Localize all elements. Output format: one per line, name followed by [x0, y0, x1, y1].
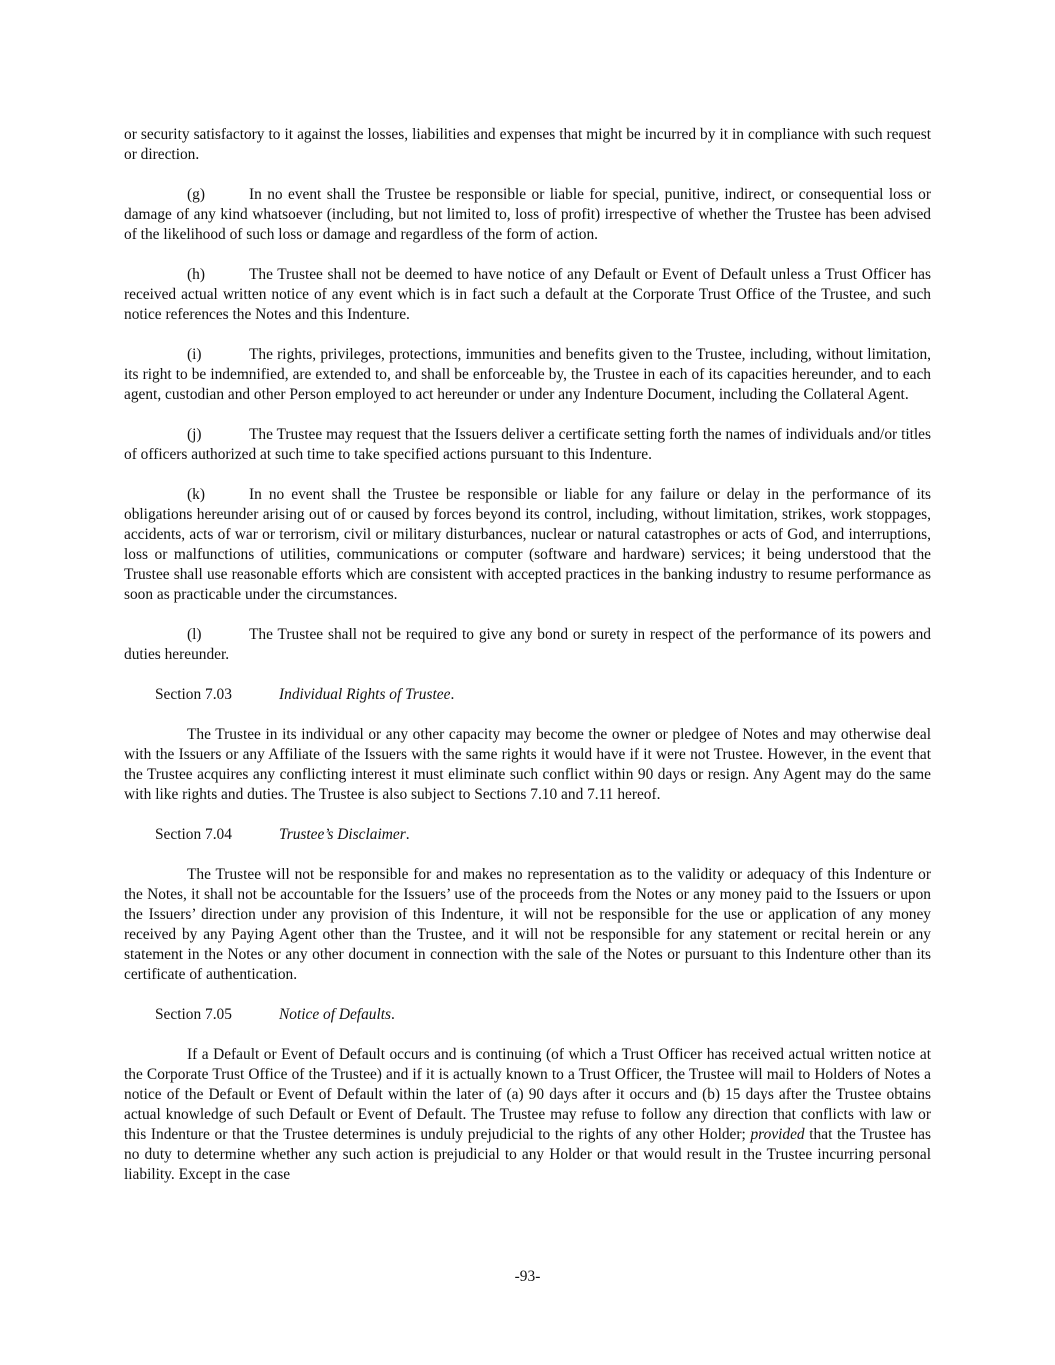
clause-label: (g) — [187, 186, 205, 203]
clause-text: The Trustee shall not be deemed to have notice of any Default or Event of Default unless a Trust Officer has received actual written notice of any event which is in fact such a default at the Corporate Trust Office of the Trustee, and such notice references the Notes and this Indenture. — [124, 266, 931, 323]
clause-h — [124, 265, 931, 325]
document-page — [124, 125, 931, 1205]
section-7-03-heading: Section 7.03 Individual Rights of Trustee. — [155, 686, 455, 703]
page-number: -93- — [514, 1268, 541, 1285]
section-7-04-heading: Section 7.04 Trustee’s Disclaimer. — [155, 826, 410, 843]
clause-text: In no event shall the Trustee be responsible or liable for any failure or delay in the performance of its obligations hereunder arising out of or caused by forces beyond its control, including, without limitation, strikes, work stoppages, accidents, acts of war or terrorism, civil or military disturbances, nuclear or natural catastrophes or acts of God, and interruptions, loss or malfunctions of utilities, communications or computer (software and hardware) services; it being understood that the Trustee shall use reasonable efforts which are consistent with accepted practices in the banking industry to resume performance as soon as practicable under the circumstances. — [124, 486, 931, 603]
clause-text: In no event shall the Trustee be responsible or liable for special, punitive, indirect, or consequential loss or damage of any kind whatsoever (including, but not limited to, loss of profit) irrespective of whether the Trustee has been advised of the likelihood of such loss or damage and regardless of the form of action. — [124, 186, 931, 243]
clause-j — [124, 425, 931, 465]
section-title: Individual Rights of Trustee — [279, 686, 451, 703]
clause-label: (h) — [187, 266, 205, 283]
section-number: Section 7.03 — [155, 686, 232, 703]
clause-label: (j) — [187, 426, 202, 443]
section-7-05-heading: Section 7.05 Notice of Defaults. — [155, 1006, 395, 1023]
continuation-paragraph: or security satisfactory to it against the losses, liabilities and expenses that might be incurred by it in compliance with such request or direction. — [124, 126, 931, 163]
clause-i — [124, 345, 931, 405]
section-title: Trustee’s Disclaimer — [279, 826, 406, 843]
clause-text: The Trustee shall not be required to give any bond or surety in respect of the performance of its powers and duties hereunder. — [124, 626, 931, 663]
section-text-part: If a Default or Event of Default occurs and is continuing (of which a Trust Officer has received actual written notice at the Corporate Trust Office of the Trustee) and if it is actually known to a Trust Officer, the Trustee will mail to Holders of Notes a notice of the Default or Event of Default within the later of (a) 90 days after it occurs and (b) 15 days after the Trustee obtains actual knowledge of such Default or Event of Default. The Trustee may refuse to follow any direction that conflicts with law or this Indenture or that the Trustee determines is unduly prejudicial to the rights of any other Holder; — [124, 1046, 931, 1143]
section-7-04-body: The Trustee will not be responsible for and makes no representation as to the validity or adequacy of this Indenture or the Notes, it shall not be accountable for the Issuers’ use of the proceeds from the Notes or any money paid to the Issuers or upon the Issuers’ direction under any provision of this Indenture, it will not be responsible for the use or application of any money received by any Paying Agent other than the Trustee, and it will not be responsible for any statement or recital herein or any statement in the Notes or any other document in connection with the sale of the Notes or pursuant to this Indenture other than its certificate of authentication. — [124, 866, 931, 983]
clause-l — [124, 625, 931, 665]
section-7-05-body — [124, 1045, 931, 1185]
clause-label: (k) — [187, 486, 205, 503]
clause-g — [124, 185, 931, 245]
clause-label: (l) — [187, 626, 202, 643]
section-text-part: that the Trustee has no duty to determine whether any such action is prejudicial to any Holder or that would result in the Trustee incurring personal liability. Except in the case — [124, 1126, 931, 1183]
section-text-italic: provided — [750, 1126, 805, 1143]
section-number: Section 7.04 — [155, 826, 232, 843]
clause-label: (i) — [187, 346, 202, 363]
section-7-03-body: The Trustee in its individual or any other capacity may become the owner or pledgee of Notes and may otherwise deal with the Issuers or any Affiliate of the Issuers with the same rights it would have if it were not Trustee. However, in the event that the Trustee acquires any conflicting interest it must eliminate such conflict within 90 days or resign. Any Agent may do the same with like rights and duties. The Trustee is also subject to Sections 7.10 and 7.11 hereof. — [124, 726, 931, 803]
clause-text: The Trustee may request that the Issuers deliver a certificate setting forth the names of individuals and/or titles of officers authorized at such time to take specified actions pursuant to this Indenture. — [124, 426, 931, 463]
clause-text: The rights, privileges, protections, immunities and benefits given to the Trustee, including, without limitation, its right to be indemnified, are extended to, and shall be enforceable by, the Trustee in each of its capacities hereunder, and to each agent, custodian and other Person employed to act hereunder or under any Indenture Document, including the Collateral Agent. — [124, 346, 931, 403]
section-number: Section 7.05 — [155, 1006, 232, 1023]
section-title: Notice of Defaults — [279, 1006, 391, 1023]
clause-k — [124, 485, 931, 605]
